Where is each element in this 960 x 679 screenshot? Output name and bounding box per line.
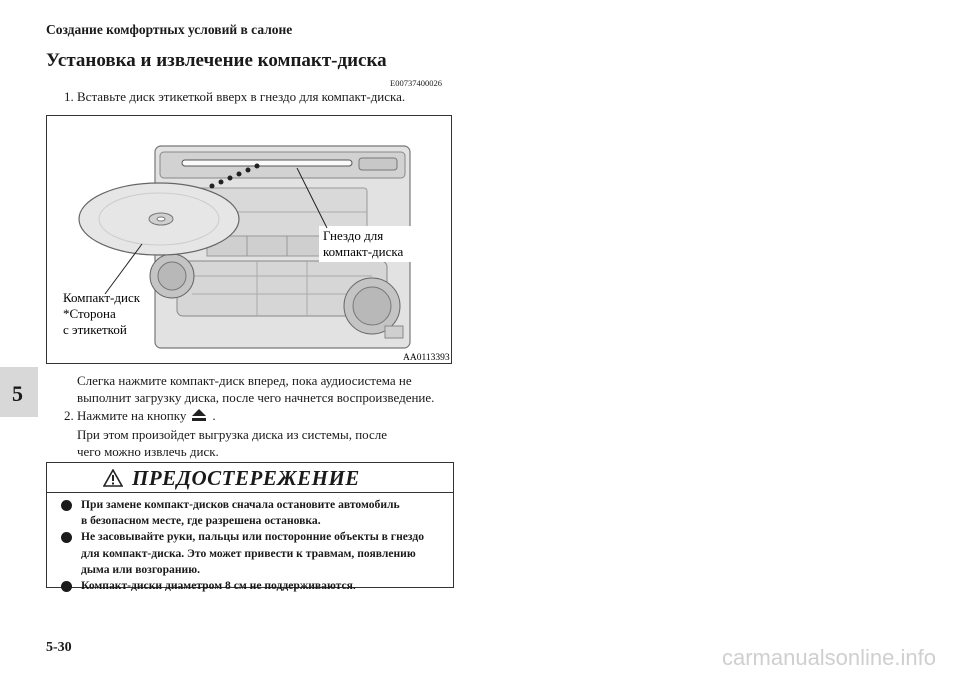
warning-triangle-icon <box>103 469 123 487</box>
cd-illustration <box>46 115 452 364</box>
cd-player-drawing <box>47 116 453 365</box>
figure-code: AA0113393 <box>403 353 450 363</box>
body-line-4: При этом произойдет выгрузка диска из системы, после <box>77 426 388 442</box>
warning-item <box>55 578 424 594</box>
warning-item-2-line-2: для компакт-диска. Это может привести к травмам, появлению <box>81 546 416 560</box>
disc-label-line-1: Компакт-диск <box>63 290 141 305</box>
bullet-icon <box>61 500 72 511</box>
step-2-suffix: . <box>212 407 216 423</box>
warning-item-1-line-1: При замене компакт-дисков сначала остановите автомобиль <box>81 498 400 511</box>
warning-title: ПРЕДОСТЕРЕЖЕНИЕ <box>132 466 360 490</box>
body-line-2: выполнит загрузку диска, после чего начнется воспроизведение. <box>77 390 435 406</box>
warning-item-1-line-2: в безопасном месте, где разрешена остановка. <box>81 514 321 528</box>
warning-item-3-line-1: Компакт-диски диаметром 8 см не поддерживаются. <box>81 579 356 593</box>
warning-item-2-line-3: дыма или возгоранию. <box>81 562 200 576</box>
bullet-icon <box>61 581 72 592</box>
warning-list <box>55 497 424 594</box>
body-line-5: чего можно извлечь диск. <box>77 443 219 459</box>
step-2-prefix: 2. Нажмите на кнопку <box>64 407 187 423</box>
warning-box <box>46 462 454 593</box>
instructions-body <box>64 372 464 460</box>
warning-header <box>47 463 453 493</box>
slot-label-line-2: компакт-диска <box>323 244 404 259</box>
step-1-text: 1. Вставьте диск этикеткой вверх в гнездо для компакт-диска. <box>64 89 406 104</box>
slot-label-line-1: Гнездо для <box>323 228 384 243</box>
doc-code: E00737400026 <box>390 78 442 88</box>
warning-item-2-line-1: Не засовывайте руки, пальцы или посторонние объекты в гнездо <box>81 530 425 544</box>
body-line-1: Слегка нажмите компакт-диск вперед, пока аудиосистема не <box>77 373 412 388</box>
running-header: Создание комфортных условий в салоне <box>46 22 293 37</box>
disc-label-line-3: с этикеткой <box>63 322 127 337</box>
section-title: Установка и извлечение компакт-диска <box>46 50 387 71</box>
page-number: 5-30 <box>46 640 72 655</box>
warning-item <box>55 497 424 529</box>
chapter-number: 5 <box>12 381 23 406</box>
eject-icon <box>192 408 206 425</box>
bullet-icon <box>61 532 72 543</box>
warning-item <box>55 529 424 578</box>
watermark: carmanualsonline.info <box>721 645 936 670</box>
step-2-line <box>64 407 464 426</box>
disc-label-line-2: *Сторона <box>63 306 116 321</box>
